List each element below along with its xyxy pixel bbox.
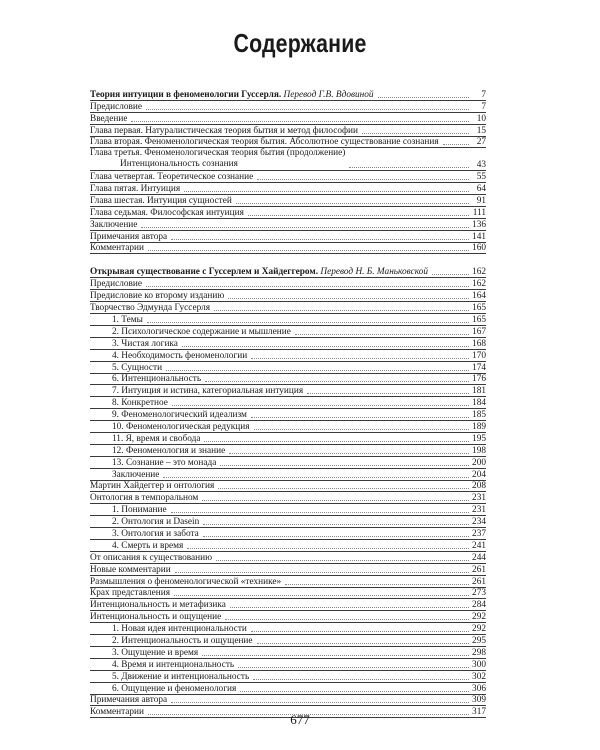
toc-heading-translator: Перевод Н. Б. Маньковской <box>320 267 429 278</box>
toc-entry[interactable] <box>90 540 486 552</box>
toc-entry-label: Мартин Хайдеггер и онтология <box>90 481 215 492</box>
toc-entry-label-line2: Интенциональность сознания <box>120 159 238 170</box>
toc-page-number: 292 <box>472 624 486 635</box>
toc-entry[interactable] <box>90 457 486 469</box>
toc-entry-label: 3. Ощущение и время <box>112 647 199 658</box>
toc-page-number: 64 <box>476 184 486 195</box>
toc-entry-label: 4. Смерть и время <box>112 540 184 551</box>
toc-entry-label: 2. Интенциональность и ощущение <box>112 635 253 646</box>
dot-leader <box>171 511 469 513</box>
dot-leader <box>218 487 469 489</box>
toc-entry-label: Комментарии <box>90 243 144 254</box>
dot-leader <box>148 249 469 251</box>
dot-leader <box>171 238 469 240</box>
toc-page-number: 231 <box>472 505 486 516</box>
toc-page-number: 185 <box>472 410 486 421</box>
toc-entry[interactable] <box>90 385 486 397</box>
dot-leader <box>204 440 469 442</box>
toc-page-number: 165 <box>472 303 486 314</box>
dot-leader <box>254 428 470 430</box>
dot-leader <box>362 132 469 134</box>
dot-leader <box>248 214 469 216</box>
toc-page-number: 300 <box>472 659 486 670</box>
dot-leader <box>202 499 469 501</box>
toc-entry-label: 1. Новая идея интенциональности <box>112 624 247 635</box>
toc-page-number: 174 <box>472 362 486 373</box>
toc-entry-label: Комментарии <box>90 707 144 718</box>
toc-section <box>90 89 486 254</box>
toc-entry-label: 1. Темы <box>112 314 143 325</box>
toc-heading-title: Открывая существование с Гуссерлем и Хайдеггером. <box>90 267 319 278</box>
toc-page-number: 136 <box>472 219 486 230</box>
toc-entry-label: 2. Психологическое содержание и мышление <box>112 326 291 337</box>
toc-page-number: 189 <box>472 421 486 432</box>
toc-entry-label: 5. Сущности <box>112 362 163 373</box>
toc-page-number: 261 <box>472 564 486 575</box>
toc-page-number: 162 <box>472 279 486 290</box>
dot-leader <box>166 369 469 371</box>
toc-entry[interactable] <box>90 516 486 528</box>
dot-leader <box>349 166 469 168</box>
dot-leader <box>184 190 469 192</box>
toc-entry-label: Глава четвертая. Теоретическое сознание <box>90 172 254 183</box>
toc-entry[interactable] <box>90 125 486 137</box>
toc-page-number: 164 <box>472 291 486 302</box>
dot-leader <box>240 690 469 692</box>
toc-heading-translator: Перевод Г.В. Вдовиной <box>283 89 374 100</box>
dot-leader <box>182 345 469 347</box>
dot-leader <box>146 108 469 110</box>
toc-section-heading[interactable] <box>90 89 486 101</box>
toc-heading-label <box>90 267 428 277</box>
dot-leader <box>251 357 469 359</box>
dot-leader <box>378 96 469 98</box>
dot-leader <box>228 297 469 299</box>
toc-entry[interactable] <box>90 409 486 421</box>
toc-entry-label: Глава шестая. Интуиция сущностей <box>90 195 232 206</box>
toc-page-number: 295 <box>472 635 486 646</box>
dot-leader <box>251 416 469 418</box>
dot-leader <box>171 701 469 703</box>
toc-entry-label: Предисловие <box>90 101 142 112</box>
toc-entry-label: Размышления о феноменологической «технике» <box>90 576 282 587</box>
toc-entry[interactable] <box>90 564 486 576</box>
toc-section <box>90 266 486 718</box>
toc-entry-label: Новые комментарии <box>90 564 171 575</box>
toc-page-number: 298 <box>472 647 486 658</box>
toc-entry-label: 6. Ощущение и феноменология <box>112 683 237 694</box>
toc-entry[interactable] <box>90 635 486 647</box>
toc-page-number: 111 <box>472 207 486 218</box>
dot-leader <box>251 630 469 632</box>
toc-entry-label: Крах представления <box>90 588 170 599</box>
toc-entry[interactable] <box>90 362 486 374</box>
toc-page-number: 200 <box>472 457 486 468</box>
toc-page-number: 184 <box>472 398 486 409</box>
toc-entry-label: Интенциональность и метафизика <box>90 600 226 611</box>
toc-entry[interactable] <box>90 492 486 504</box>
toc-entry[interactable] <box>90 207 486 219</box>
toc-page-number: 55 <box>476 172 486 183</box>
toc-entry[interactable] <box>90 350 486 362</box>
dot-leader <box>295 333 469 335</box>
toc-entry[interactable] <box>90 338 486 350</box>
toc-entry[interactable] <box>90 290 486 302</box>
toc-entry[interactable] <box>90 576 486 588</box>
toc-entry[interactable] <box>90 552 486 564</box>
toc-page-number: 141 <box>472 231 486 242</box>
toc-entry[interactable] <box>90 374 486 386</box>
toc-entry-label <box>90 148 345 170</box>
toc-entry-label: Заключение <box>90 219 138 230</box>
toc-entry[interactable] <box>90 647 486 659</box>
toc-entry-label: Введение <box>90 113 128 124</box>
toc-entry[interactable] <box>90 231 486 243</box>
toc-entry-label: Онтология в темпоральном <box>90 493 199 504</box>
toc-entry-label: Примечания автора <box>90 695 168 706</box>
toc-page-number: 244 <box>472 552 486 563</box>
dot-leader <box>131 120 469 122</box>
toc-entry[interactable] <box>90 445 486 457</box>
toc-entry[interactable] <box>90 528 486 540</box>
dot-leader <box>141 226 469 228</box>
toc-entry[interactable] <box>90 302 486 314</box>
dot-leader <box>216 559 469 561</box>
dot-leader <box>203 535 469 537</box>
toc-page-number: 10 <box>476 113 486 124</box>
toc-page-number: 195 <box>472 433 486 444</box>
toc-page-number: 160 <box>472 243 486 254</box>
toc-page-number: 181 <box>472 386 486 397</box>
toc-entry-label: Предисловие <box>90 279 142 290</box>
toc-page-number: 162 <box>472 267 486 278</box>
dot-leader <box>172 404 469 406</box>
toc-entry[interactable] <box>90 243 486 255</box>
dot-leader <box>220 464 469 466</box>
toc-entry-label: 9. Феноменологический идеализм <box>112 410 247 421</box>
toc-entry[interactable] <box>90 433 486 445</box>
toc-entry-label: 13. Сознание – это монада <box>112 457 217 468</box>
toc-entry[interactable] <box>90 326 486 338</box>
toc-entry-label: От описания к существованию <box>90 552 213 563</box>
toc-entry[interactable] <box>90 469 486 481</box>
dot-leader <box>253 678 469 680</box>
toc-entry-label: 8. Конкретное <box>112 398 168 409</box>
dot-leader <box>257 642 469 644</box>
toc-page-number: 241 <box>472 540 486 551</box>
toc-entry-label: 11. Я, время и свобода <box>112 433 201 444</box>
toc-page-number: 309 <box>472 695 486 706</box>
toc-page-number: 15 <box>476 125 486 136</box>
toc-entry[interactable] <box>90 421 486 433</box>
toc-entry[interactable] <box>90 148 486 171</box>
toc-page-number: 273 <box>472 588 486 599</box>
toc-page-number: 234 <box>472 517 486 528</box>
toc-entry[interactable] <box>90 278 486 290</box>
dot-leader <box>202 654 469 656</box>
toc-entry-label: Творчество Эдмунда Гуссерля <box>90 303 211 314</box>
dot-leader <box>147 321 469 323</box>
dot-leader <box>146 285 469 287</box>
toc-page-number: 168 <box>472 338 486 349</box>
toc-page-number: 231 <box>472 493 486 504</box>
toc-entry-label: Глава пятая. Интуиция <box>90 184 181 195</box>
dot-leader <box>307 392 469 394</box>
toc-entry[interactable] <box>90 314 486 326</box>
dot-leader <box>229 452 469 454</box>
toc-page-number: 302 <box>472 671 486 682</box>
page-title: Содержание <box>233 28 367 58</box>
toc-page-number: 237 <box>472 528 486 539</box>
toc-entry[interactable] <box>90 137 486 149</box>
table-of-contents <box>90 89 486 718</box>
dot-leader <box>187 547 469 549</box>
toc-page-number: 208 <box>472 481 486 492</box>
toc-page-number: 261 <box>472 576 486 587</box>
dot-leader <box>236 202 469 204</box>
dot-leader <box>214 309 469 311</box>
toc-entry[interactable] <box>90 695 486 707</box>
toc-entry-label: Интенциональность и ощущение <box>90 612 222 623</box>
page-number: 677 <box>290 712 310 727</box>
toc-page-number: 198 <box>472 445 486 456</box>
toc-entry-label: 4. Необходимость феноменологии <box>112 350 248 361</box>
toc-entry-label-line1: Глава третья. Феноменологическая теория бытия (продолжение) <box>90 148 346 159</box>
toc-entry-label: Предисловие ко второму изданию <box>90 291 225 302</box>
toc-heading-title: Теория интуиции в феноменологии Гуссерля. <box>90 89 282 100</box>
toc-entry[interactable] <box>90 504 486 516</box>
dot-leader <box>432 273 469 275</box>
toc-entry[interactable] <box>90 588 486 600</box>
toc-entry-label: 6. Интенциональность <box>112 374 202 385</box>
toc-heading-label <box>90 90 374 100</box>
toc-page-number: 165 <box>472 314 486 325</box>
toc-entry[interactable] <box>90 101 486 113</box>
toc-entry-label: 3. Чистая логика <box>112 338 178 349</box>
toc-entry[interactable] <box>90 481 486 493</box>
toc-entry-label: Глава седьмая. Философская интуиция <box>90 207 244 218</box>
toc-entry[interactable] <box>90 671 486 683</box>
toc-entry[interactable] <box>90 171 486 183</box>
toc-page-number: 170 <box>472 350 486 361</box>
toc-page-number: 167 <box>472 326 486 337</box>
toc-entry-label: Глава вторая. Феноменологическая теория бытия. Абсолютное существование сознания <box>90 137 439 148</box>
dot-leader <box>443 143 469 145</box>
toc-entry-label: 5. Движение и интенциональность <box>112 671 250 682</box>
toc-entry[interactable] <box>90 113 486 125</box>
toc-entry[interactable] <box>90 683 486 695</box>
toc-entry-label: 7. Интуиция и истина, категориальная интуиция <box>112 386 304 397</box>
dot-leader <box>257 178 469 180</box>
toc-page-number: 27 <box>476 137 486 148</box>
toc-entry-label: Глава первая. Натуралистическая теория бытия и метод философии <box>90 125 358 136</box>
toc-entry[interactable] <box>90 611 486 623</box>
dot-leader <box>174 594 469 596</box>
toc-entry-label: 1. Понимание <box>112 505 167 516</box>
toc-page-number: 306 <box>472 683 486 694</box>
toc-page-number: 91 <box>476 195 486 206</box>
dot-leader <box>238 666 469 668</box>
toc-page-number: 7 <box>481 89 486 100</box>
toc-entry[interactable] <box>90 599 486 611</box>
toc-page-number: 176 <box>472 374 486 385</box>
toc-entry-label: Примечания автора <box>90 231 168 242</box>
toc-entry[interactable] <box>90 219 486 231</box>
dot-leader <box>203 523 469 525</box>
dot-leader <box>225 618 469 620</box>
toc-entry-label: Заключение <box>112 469 160 480</box>
toc-page-number: 317 <box>472 707 486 718</box>
toc-entry[interactable] <box>90 623 486 635</box>
toc-entry[interactable] <box>90 195 486 207</box>
toc-entry-label: 3. Онтология и забота <box>112 528 199 539</box>
toc-page-number: 284 <box>472 600 486 611</box>
dot-leader <box>175 571 469 573</box>
toc-section-heading[interactable] <box>90 266 486 278</box>
toc-entry[interactable] <box>90 183 486 195</box>
toc-entry-label: 12. Феноменология и знание <box>112 445 226 456</box>
dot-leader <box>285 583 469 585</box>
toc-page-number: 204 <box>472 469 486 480</box>
toc-page-number: 292 <box>472 612 486 623</box>
toc-page-number: 43 <box>476 160 486 171</box>
dot-leader <box>230 606 469 608</box>
toc-entry-label: 4. Время и интенциональность <box>112 659 235 670</box>
toc-entry-label: 2. Онтология и Dasein <box>112 517 200 528</box>
toc-entry[interactable] <box>90 397 486 409</box>
toc-page-number: 7 <box>481 101 486 112</box>
toc-entry[interactable] <box>90 659 486 671</box>
toc-entry-label: 10. Феноменологическая редукция <box>112 421 250 432</box>
dot-leader <box>205 380 469 382</box>
dot-leader <box>163 476 469 478</box>
